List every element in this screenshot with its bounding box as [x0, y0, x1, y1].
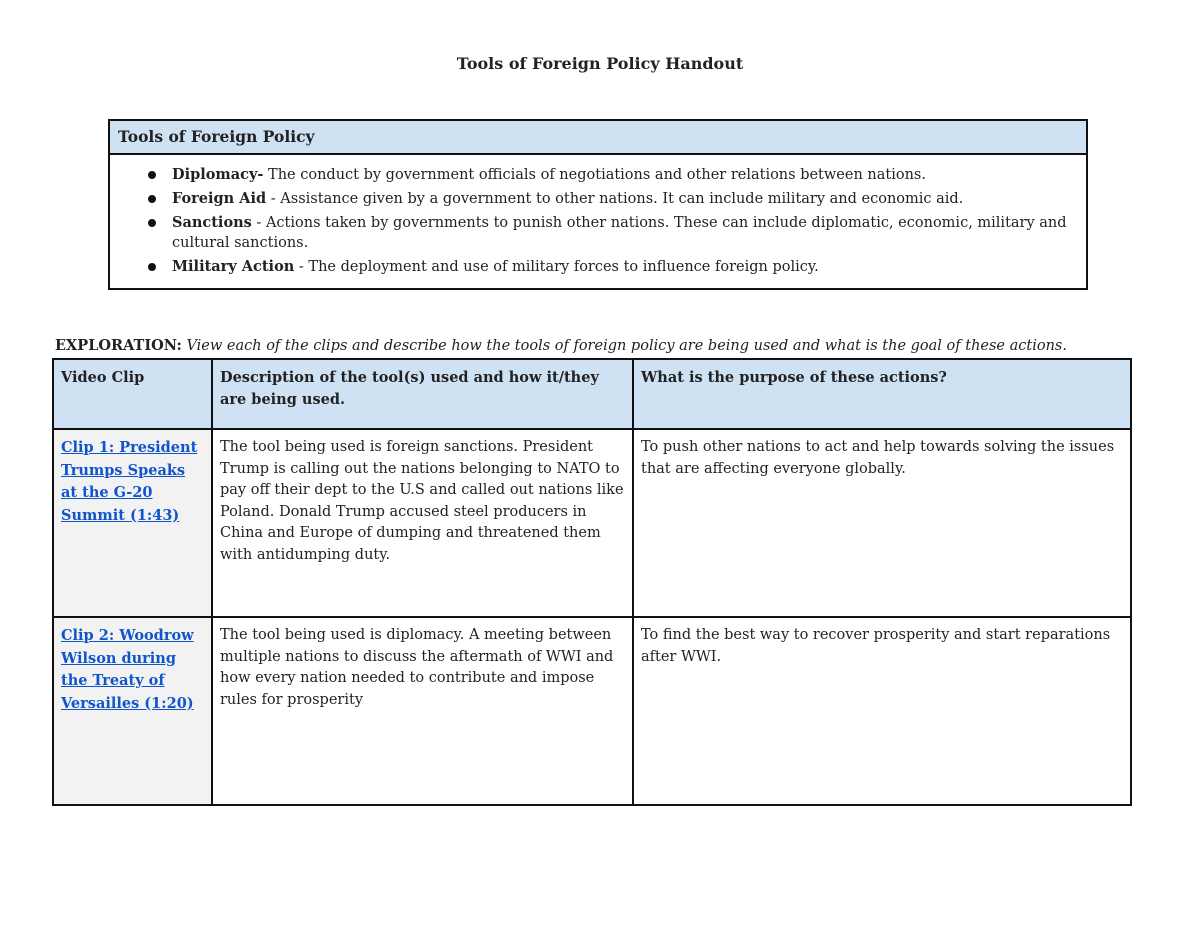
table-row	[53, 617, 1131, 805]
page-title: Tools of Foreign Policy Handout	[456, 54, 744, 73]
description-cell[interactable]: The tool being used is foreign sanctions. President Trump is calling out the nations belonging to NATO to pay off their dept to the U.S and called out nations like Poland. Donald Trump accused steel producers in China and Europe of dumping and threatened them with antidumping duty.	[212, 429, 633, 617]
tool-term: Sanctions	[172, 214, 252, 231]
clip-1-link[interactable]: Clip 1: President Trumps Speaks at the G-20 Summit (1:43)	[61, 439, 198, 524]
tool-definition: - The deployment and use of military forces to influence foreign policy.	[294, 259, 819, 275]
tool-definition: The conduct by government officials of negotiations and other relations between nations.	[263, 167, 926, 183]
tool-definition: - Assistance given by a government to other nations. It can include military and economic aid.	[266, 191, 964, 207]
purpose-cell[interactable]: To find the best way to recover prosperity and start reparations after WWI.	[633, 617, 1131, 805]
tool-term: Foreign Aid	[172, 190, 267, 207]
exploration-text: View each of the clips and describe how the tools of foreign policy are being used and what is the goal of these actions.	[181, 338, 1067, 354]
tools-box-header: Tools of Foreign Policy	[110, 121, 1086, 155]
header-description: Description of the tool(s) used and how it/they are being used.	[212, 359, 633, 429]
description-cell[interactable]: The tool being used is diplomacy. A meeting between multiple nations to discuss the aftermath of WWI and how every nation needed to contribute and impose rules for prosperity	[212, 617, 633, 805]
purpose-cell[interactable]: To push other nations to act and help towards solving the issues that are affecting everyone globally.	[633, 429, 1131, 617]
bullet-icon	[148, 263, 156, 271]
video-clip-table	[52, 358, 1132, 806]
tool-definition: - Actions taken by governments to punish other nations. These can include diplomatic, economic, military and cultural sanctions.	[172, 215, 1067, 251]
bullet-icon	[148, 195, 156, 203]
tools-of-foreign-policy-box	[108, 119, 1088, 290]
header-purpose: What is the purpose of these actions?	[633, 359, 1131, 429]
table-header-row	[53, 359, 1131, 429]
tool-item-military-action	[110, 257, 1086, 277]
bullet-icon	[148, 219, 156, 227]
table-row	[53, 429, 1131, 617]
tool-item-foreign-aid	[110, 189, 1086, 209]
tool-item-diplomacy	[110, 165, 1086, 185]
tool-item-sanctions	[110, 213, 1086, 253]
bullet-icon	[148, 171, 156, 179]
tools-list	[110, 155, 1086, 277]
clip-2-link[interactable]: Clip 2: Woodrow Wilson during the Treaty of Versailles (1:20)	[61, 627, 194, 712]
clip-cell	[53, 429, 212, 617]
clip-cell	[53, 617, 212, 805]
tool-term: Military Action	[172, 258, 295, 275]
exploration-label: EXPLORATION:	[55, 337, 182, 354]
header-video-clip: Video Clip	[53, 359, 212, 429]
exploration-instructions	[55, 337, 1155, 354]
tool-term: Diplomacy-	[172, 166, 264, 183]
